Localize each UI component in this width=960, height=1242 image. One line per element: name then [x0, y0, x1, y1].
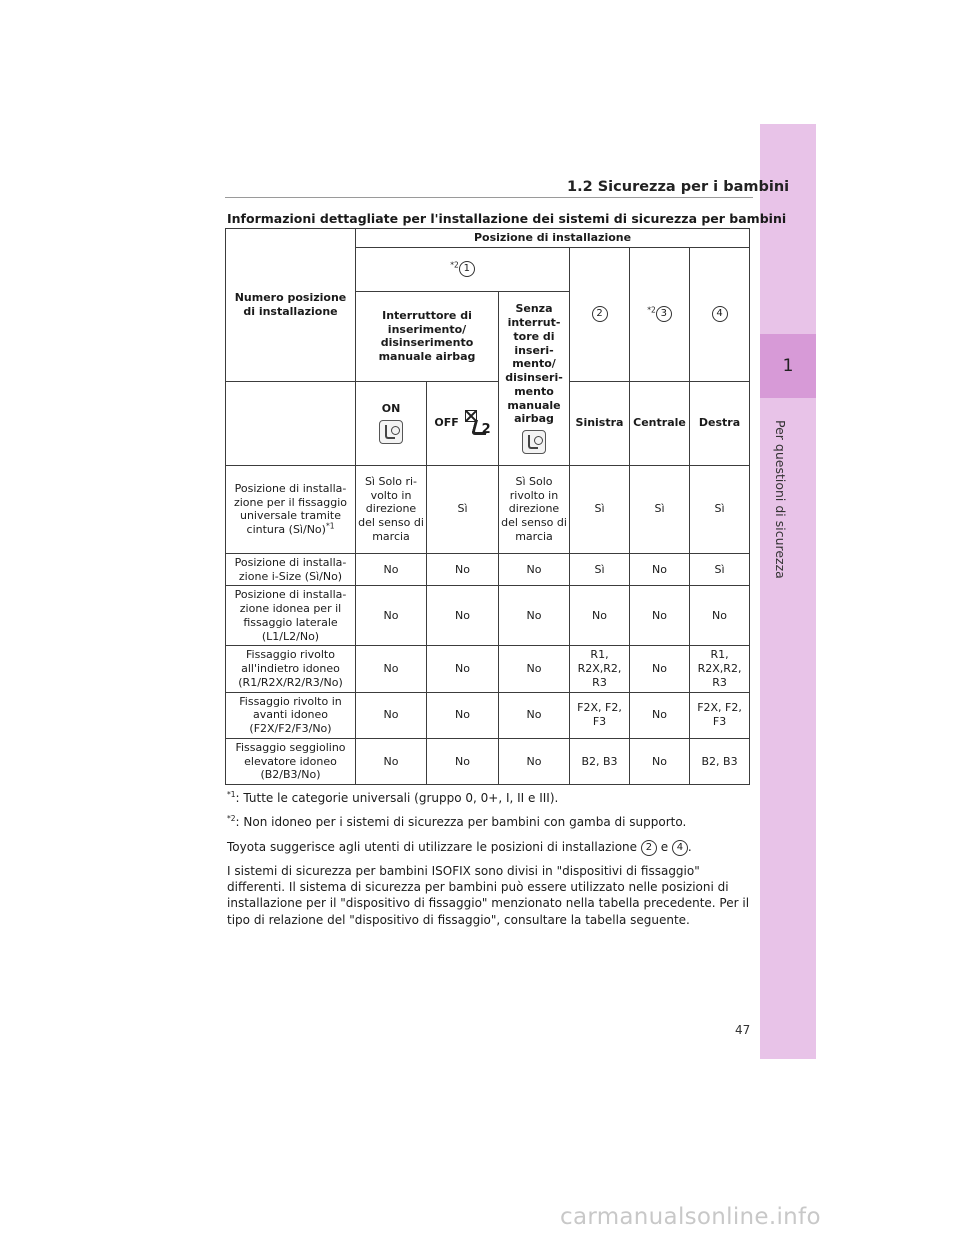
- destra-header: Destra: [690, 381, 750, 465]
- cell-pos4: F2X, F2, F3: [690, 692, 750, 738]
- cell-off: Sì: [427, 465, 499, 553]
- cell-pos2: No: [570, 586, 630, 646]
- centrale-header: Centrale: [630, 381, 690, 465]
- cell-pos3: No: [630, 553, 690, 586]
- position-header: Posizione di installazione: [356, 229, 750, 248]
- off-header: [427, 381, 499, 465]
- chapter-sidebar: [760, 124, 816, 1059]
- position-3-header: [630, 247, 690, 381]
- table-row: [226, 646, 750, 692]
- section-title: Informazioni dettagliate per l'installazione dei sistemi di sicurezza per bambini: [227, 211, 787, 226]
- cell-pos2: Sì: [570, 465, 630, 553]
- cell-pos3: Sì: [630, 465, 690, 553]
- footnote-ref: *1: [325, 521, 335, 531]
- cell-on: No: [356, 586, 427, 646]
- row-header: Numero posizione di installazione: [226, 229, 356, 382]
- passenger-airbag-off-icon: [463, 410, 491, 436]
- footnote-2: [227, 814, 757, 830]
- table-row: [226, 586, 750, 646]
- watermark: carmanualsonline.info: [560, 1204, 821, 1230]
- cell-on: No: [356, 646, 427, 692]
- cell-pos3: No: [630, 586, 690, 646]
- cell-on: No: [356, 692, 427, 738]
- chapter-number: 1: [760, 334, 816, 398]
- cell-pos4: Sì: [690, 465, 750, 553]
- position-4-marker: 4: [672, 840, 688, 856]
- footnote-1: [227, 790, 757, 806]
- position-2-header: [570, 247, 630, 381]
- off-icon-number: 2: [481, 422, 491, 437]
- position-2-marker: 2: [641, 840, 657, 856]
- cell-pos2: F2X, F2, F3: [570, 692, 630, 738]
- chapter-title: Per questioni di sicurezza: [773, 420, 788, 579]
- footnote-ref: *2: [450, 260, 459, 270]
- cell-no-switch: No: [499, 586, 570, 646]
- recommendation-and: e: [660, 840, 669, 854]
- cell-on: Sì Solo ri- volto in direzione del senso di marcia: [356, 465, 427, 553]
- row-header-filler: [226, 381, 356, 465]
- footnote-text: : Non idoneo per i sistemi di sicurezza per bambini con gamba di supporto.: [235, 815, 687, 829]
- row-label-text: Posizione di installa- zione per il fissaggio universale tramite cintura (Sì/No): [233, 481, 348, 536]
- no-switch-label: Senza interrut- tore di inseri- mento/ disinseri- mento manuale airbag: [505, 302, 563, 426]
- cell-pos2: R1, R2X,R2, R3: [570, 646, 630, 692]
- row-label: Posizione di installa- zione i-Size (Sì/No): [226, 553, 356, 586]
- footnote-text: : Tutte le categorie universali (gruppo 0, 0+, I, II e III).: [235, 791, 559, 805]
- sinistra-header: Sinistra: [570, 381, 630, 465]
- row-label: [226, 465, 356, 553]
- section-header: 1.2 Sicurezza per i bambini: [567, 179, 790, 195]
- row-label: Posizione di installa- zione idonea per il fissaggio laterale (L1/L2/No): [226, 586, 356, 646]
- cell-pos3: No: [630, 692, 690, 738]
- on-label: ON: [381, 402, 401, 416]
- footnote-marker: *1: [227, 790, 236, 799]
- row-label: Fissaggio rivolto in avanti idoneo (F2X/F2/F3/No): [226, 692, 356, 738]
- cell-pos4: Sì: [690, 553, 750, 586]
- table-row: [226, 692, 750, 738]
- recommendation-period: .: [687, 840, 692, 854]
- table-row: [226, 553, 750, 586]
- cell-pos4: No: [690, 586, 750, 646]
- position-1-marker: 1: [459, 261, 475, 277]
- cell-off: No: [427, 586, 499, 646]
- position-2-marker: 2: [592, 306, 608, 322]
- no-switch-header: [499, 291, 570, 465]
- cell-off: No: [427, 738, 499, 784]
- footnote-marker: *2: [227, 814, 236, 823]
- cell-no-switch: No: [499, 646, 570, 692]
- cell-pos4: B2, B3: [690, 738, 750, 784]
- cell-pos3: No: [630, 646, 690, 692]
- on-header: [356, 381, 427, 465]
- cell-no-switch: No: [499, 738, 570, 784]
- cell-pos3: No: [630, 738, 690, 784]
- cell-pos2: B2, B3: [570, 738, 630, 784]
- cell-on: No: [356, 738, 427, 784]
- off-label: OFF: [434, 416, 459, 430]
- cell-off: No: [427, 553, 499, 586]
- cell-pos4: R1, R2X,R2, R3: [690, 646, 750, 692]
- position-4-header: [690, 247, 750, 381]
- recommendation-text: [227, 839, 757, 856]
- position-4-marker: 4: [712, 306, 728, 322]
- recommendation-prefix: Toyota suggerisce agli utenti di utilizzare le posizioni di installazione: [227, 840, 638, 854]
- table-row: [226, 738, 750, 784]
- page-number: 47: [735, 1023, 751, 1037]
- position-1-header: [356, 247, 570, 291]
- position-3-marker: 3: [656, 306, 672, 322]
- isofix-paragraph: I sistemi di sicurezza per bambini ISOFIX sono divisi in "dispositivi di fissaggio" differenti. Il sistema di sicurezza per bambini può essere utilizzato nelle posizioni di installazione per il "dispositivo di fissaggio" menzionato nella tabella precedente. Per il tipo di relazione del "dispositivo di fissaggio", consultare la tabella seguente.: [227, 864, 750, 927]
- cell-on: No: [356, 553, 427, 586]
- cell-pos2: Sì: [570, 553, 630, 586]
- airbag-on-icon: [522, 430, 546, 454]
- footnote-ref: *2: [647, 305, 656, 315]
- cell-off: No: [427, 692, 499, 738]
- cell-no-switch: No: [499, 553, 570, 586]
- switch-header: Interruttore di inserimento/ disinserimento manuale airbag: [356, 291, 499, 381]
- cell-off: No: [427, 646, 499, 692]
- chapter-title-vertical: [768, 420, 808, 720]
- cell-no-switch: Sì Solo rivolto in direzione del senso di marcia: [499, 465, 570, 553]
- cell-no-switch: No: [499, 692, 570, 738]
- row-label: Fissaggio rivolto all'indietro idoneo (R1/R2X/R2/R3/No): [226, 646, 356, 692]
- row-label: Fissaggio seggiolino elevatore idoneo (B2/B3/No): [226, 738, 356, 784]
- airbag-on-icon: [379, 420, 403, 444]
- installation-table: [225, 228, 750, 785]
- table-row: [226, 465, 750, 553]
- header-divider: [225, 197, 753, 198]
